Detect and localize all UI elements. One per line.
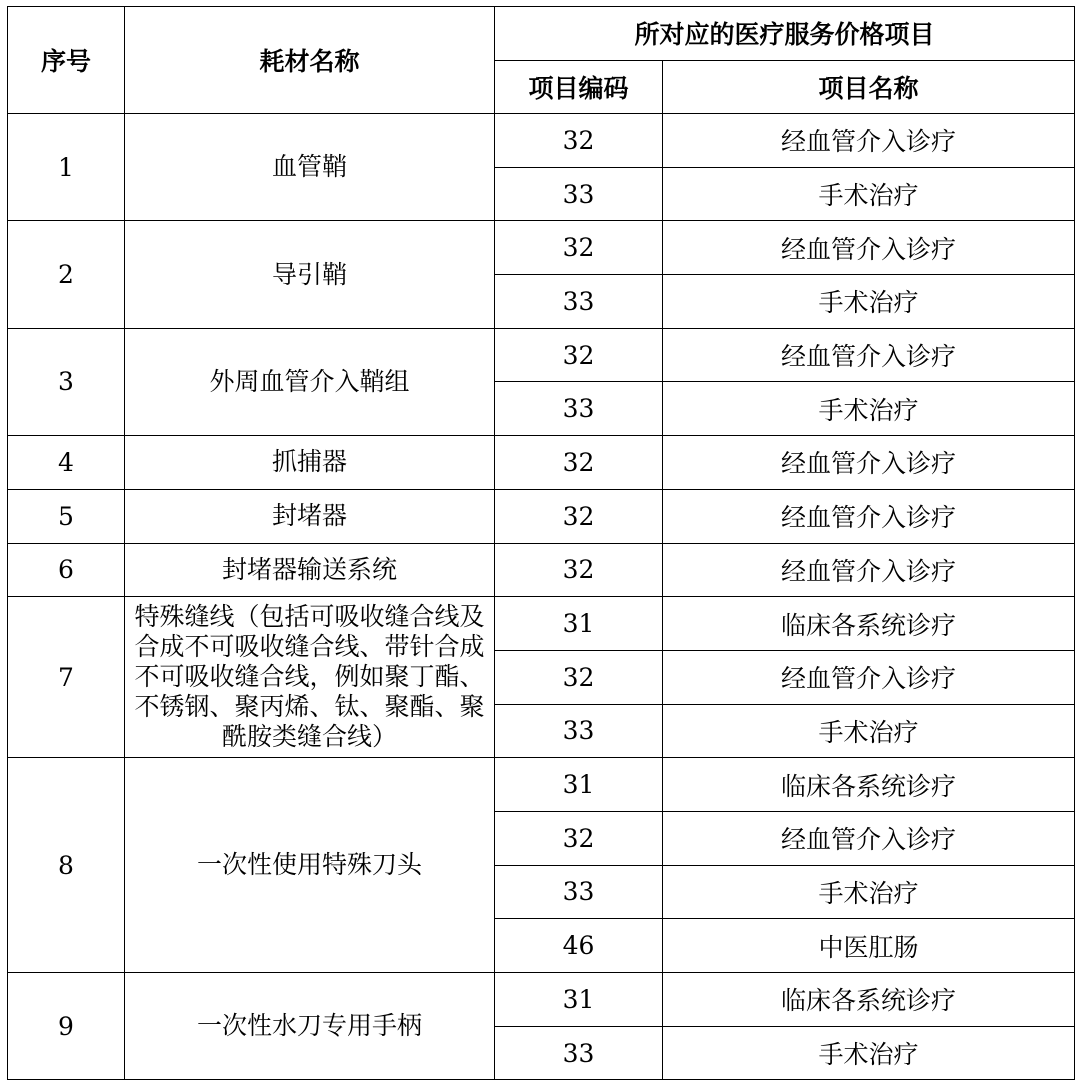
- material-name: 封堵器: [125, 489, 495, 543]
- table-row: [8, 543, 1075, 597]
- item-name: 经血管介入诊疗: [663, 650, 1075, 704]
- header-material-name: 耗材名称: [125, 7, 495, 114]
- item-name: 经血管介入诊疗: [663, 221, 1075, 275]
- item-code: 31: [495, 973, 663, 1027]
- item-name: 经血管介入诊疗: [663, 436, 1075, 490]
- item-code: 32: [495, 328, 663, 382]
- item-name: 临床各系统诊疗: [663, 973, 1075, 1027]
- table-body: [8, 114, 1075, 1080]
- table-header: [8, 7, 1075, 114]
- item-name: 经血管介入诊疗: [663, 811, 1075, 865]
- table-row: [8, 221, 1075, 275]
- item-name: 经血管介入诊疗: [663, 543, 1075, 597]
- item-code: 31: [495, 758, 663, 812]
- material-name: 一次性使用特殊刀头: [125, 758, 495, 973]
- material-name: 外周血管介入鞘组: [125, 328, 495, 435]
- table-row: [8, 436, 1075, 490]
- header-service-group: 所对应的医疗服务价格项目: [495, 7, 1075, 61]
- item-name: 手术治疗: [663, 382, 1075, 436]
- item-code: 32: [495, 811, 663, 865]
- table-row: [8, 328, 1075, 382]
- item-code: 32: [495, 543, 663, 597]
- material-name: 导引鞘: [125, 221, 495, 328]
- header-item-code: 项目编码: [495, 60, 663, 114]
- item-name: 经血管介入诊疗: [663, 114, 1075, 168]
- row-seq: 7: [8, 597, 125, 758]
- item-code: 31: [495, 597, 663, 651]
- table-row: [8, 758, 1075, 812]
- table-row: [8, 973, 1075, 1027]
- item-code: 33: [495, 704, 663, 758]
- consumables-table: [7, 6, 1075, 1080]
- row-seq: 4: [8, 436, 125, 490]
- item-name: 手术治疗: [663, 275, 1075, 329]
- row-seq: 8: [8, 758, 125, 973]
- header-item-name: 项目名称: [663, 60, 1075, 114]
- header-seq: 序号: [8, 7, 125, 114]
- item-code: 33: [495, 382, 663, 436]
- table-row: [8, 489, 1075, 543]
- item-name: 中医肛肠: [663, 919, 1075, 973]
- item-name: 临床各系统诊疗: [663, 597, 1075, 651]
- item-code: 33: [495, 275, 663, 329]
- row-seq: 2: [8, 221, 125, 328]
- item-code: 33: [495, 1026, 663, 1080]
- material-name: 封堵器输送系统: [125, 543, 495, 597]
- item-code: 46: [495, 919, 663, 973]
- item-code: 32: [495, 650, 663, 704]
- material-name: 血管鞘: [125, 114, 495, 221]
- table-row: [8, 114, 1075, 168]
- row-seq: 3: [8, 328, 125, 435]
- material-name: 特殊缝线（包括可吸收缝合线及合成不可吸收缝合线、带针合成不可吸收缝合线，例如聚丁酯、不锈钢、聚丙烯、钛、聚酯、聚酰胺类缝合线）: [125, 597, 495, 758]
- row-seq: 9: [8, 973, 125, 1080]
- row-seq: 5: [8, 489, 125, 543]
- row-seq: 6: [8, 543, 125, 597]
- material-name: 一次性水刀专用手柄: [125, 973, 495, 1080]
- item-code: 32: [495, 489, 663, 543]
- item-name: 手术治疗: [663, 704, 1075, 758]
- row-seq: 1: [8, 114, 125, 221]
- item-name: 手术治疗: [663, 865, 1075, 919]
- item-name: 经血管介入诊疗: [663, 489, 1075, 543]
- material-name: 抓捕器: [125, 436, 495, 490]
- item-code: 33: [495, 167, 663, 221]
- item-name: 临床各系统诊疗: [663, 758, 1075, 812]
- item-code: 32: [495, 436, 663, 490]
- item-code: 32: [495, 221, 663, 275]
- item-name: 经血管介入诊疗: [663, 328, 1075, 382]
- table-row: [8, 597, 1075, 651]
- item-code: 32: [495, 114, 663, 168]
- item-name: 手术治疗: [663, 1026, 1075, 1080]
- item-code: 33: [495, 865, 663, 919]
- item-name: 手术治疗: [663, 167, 1075, 221]
